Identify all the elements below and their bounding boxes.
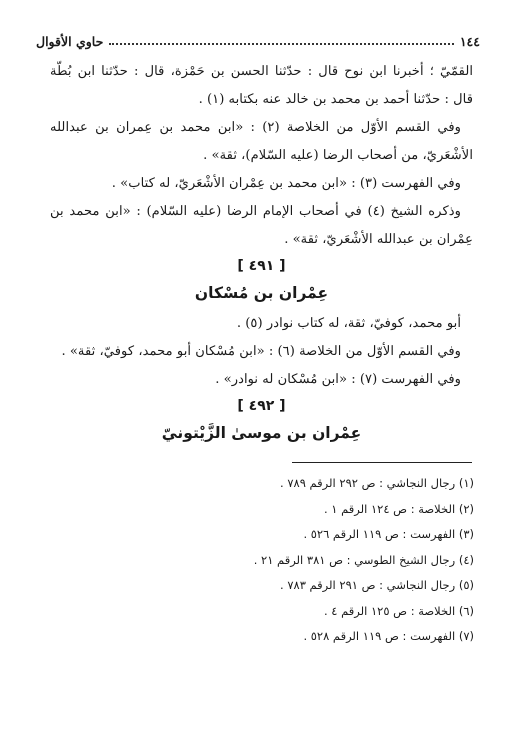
- text-line: وفي الفهرست (٣) : «ابن محمد بن عِمْران الأشْعَريّ، له كتاب» .: [111, 176, 461, 191]
- page-number: ١٤٤: [459, 33, 480, 49]
- book-title: حاوي الأقوال: [36, 33, 104, 49]
- text-line: وفي القسم الأوّل من الخلاصة (٢) : «ابن محمد بن عِمران بن عبدالله: [50, 120, 461, 135]
- text-line: قال : حدّثنا أحمد بن محمد بن خالد عنه بكتابه (١) .: [198, 92, 473, 107]
- footnote: (٥) رجال النجاشي : ص ٢٩١ الرقم ٧٨٣ .: [280, 578, 474, 592]
- footnote-separator: [292, 462, 472, 463]
- text-line: وفي القسم الأوّل من الخلاصة (٦) : «ابن مُسْكان أبو محمد، كوفيّ، ثقة» .: [61, 344, 461, 359]
- entry-title: عِمْران بن موسىٰ الزَّيْتونيّ: [161, 424, 362, 442]
- text-line: عِمْران بن عبدالله الأشْعَريّ، ثقة» .: [284, 232, 473, 247]
- main-text: [50, 58, 473, 254]
- text-line: وفي الفهرست (٧) : «ابن مُسْكان له نوادر» .: [215, 372, 461, 387]
- entry-491: [50, 254, 473, 394]
- footnote: (١) رجال النجاشي : ص ٢٩٢ الرقم ٧٨٩ .: [280, 476, 474, 490]
- text-line: الأشْعَريّ، من أصحاب الرضا (عليه السّلام)، ثقة» .: [203, 148, 473, 163]
- footnotes: [180, 471, 474, 650]
- entry-492: [50, 394, 473, 450]
- entry-number: [ ٤٩٢ ]: [237, 398, 286, 414]
- entry-title: عِمْران بن مُسْكان: [194, 284, 329, 302]
- footnote: (٤) رجال الشيخ الطوسي : ص ٣٨١ الرقم ٢١ .: [253, 552, 474, 567]
- text-line: أبو محمد، كوفيّ، ثقة، له كتاب نوادر (٥) .: [236, 316, 461, 331]
- footnote: (٧) الفهرست : ص ١١٩ الرقم ٥٢٨ .: [303, 629, 474, 643]
- footnote: (٣) الفهرست : ص ١١٩ الرقم ٥٢٦ .: [303, 527, 474, 541]
- footnote: (٦) الخلاصة : ص ١٢٥ الرقم ٤ .: [323, 603, 474, 618]
- text-line: القمّيّ ؛ أخبرنا ابن نوح قال : حدّثنا الحسن بن حَمْزة، قال : حدّثنا ابن بُطّة: [50, 64, 473, 79]
- footnote: (٢) الخلاصة : ص ١٢٤ الرقم ١ .: [323, 501, 474, 516]
- entry-number: [ ٤٩١ ]: [237, 258, 286, 274]
- dotted-leader: [109, 43, 454, 45]
- running-header: [36, 31, 480, 51]
- text-line: وذكره الشيخ (٤) في أصحاب الإمام الرضا (عليه السّلام) : «ابن محمد بن: [50, 204, 461, 219]
